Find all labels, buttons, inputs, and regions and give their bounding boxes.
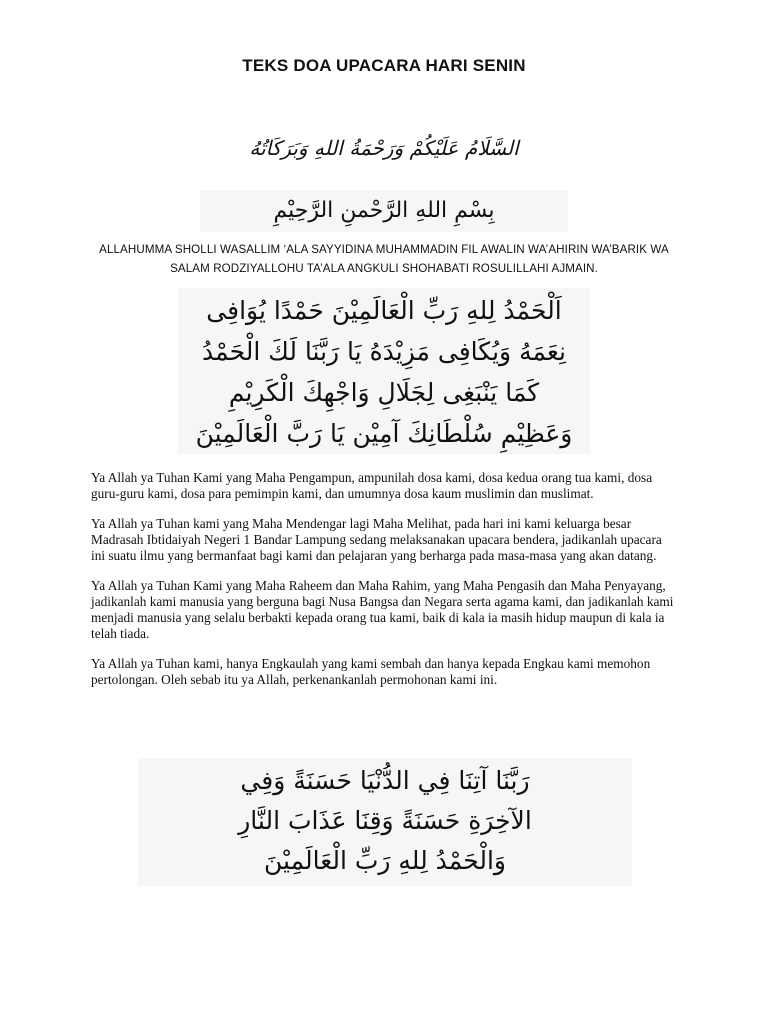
hamdalah-line: نِعَمَهُ وَيُكَافِى مَزِيْدَهُ يَا رَبَّنَا لَكَ الْحَمْدُ bbox=[202, 337, 566, 366]
hamdalah-line: وَعَظِيْمِ سُلْطَانِكَ آمِيْن يَا رَبَّ الْعَالَمِيْنَ bbox=[195, 419, 573, 448]
prayer-paragraph: Ya Allah ya Tuhan Kami yang Maha Pengampun, ampunilah dosa kami, dosa kedua orang tua kami, dosa guru-guru kami, dosa para pemimpin kami, dan umumnya dosa kaum muslimin dan muslimat. bbox=[91, 470, 653, 501]
hamdalah-line: كَمَا يَنْبَغِى لِجَلَالِ وَاجْهِكَ الْكَرِيْمِ bbox=[228, 378, 540, 407]
prayer-body bbox=[91, 470, 679, 702]
closing-prayer-image bbox=[138, 758, 632, 886]
prayer-paragraph: Ya Allah ya Tuhan Kami yang Maha Raheem dan Maha Rahim, yang Maha Pengasih dan Maha Penyayang, jadikanlah kami manusia yang berguna bagi Nusa Bangsa dan Negara serta agama kami, dan jadikanlah kami menjadi manusia yang selalu berbakti kepada orang tua kami, baik di kala ia masih hidup maupun di kala ia telah tiada. bbox=[91, 578, 674, 641]
prayer-paragraph: Ya Allah ya Tuhan kami, hanya Engkaulah yang kami sembah dan hanya kepada Engkau kami memohon pertolongan. Oleh sebab itu ya Allah, perkenankanlah permohonan kami ini. bbox=[91, 656, 651, 687]
closing-line: رَبَّنَا آتِنَا فِي الدُّنْيَا حَسَنَةً وَفِي bbox=[240, 766, 530, 795]
document-title: TEKS DOA UPACARA HARI SENIN bbox=[242, 56, 526, 75]
shalawat-text: ALLAHUMMA SHOLLI WASALLIM ‘ALA SAYYIDINA MUHAMMADIN FIL AWALIN WA’AHIRIN WA’BARIK WA SALAM RODZIYALLOHU TA’ALA ANGKULI SHOHABATI ROSULILLAHI AJMAIN. bbox=[99, 243, 669, 275]
prayer-paragraph: Ya Allah ya Tuhan kami yang Maha Mendengar lagi Maha Melihat, pada hari ini kami keluarga besar Madrasah Ibtidaiyah Negeri 1 Bandar Lampung sedang melaksanakan upacara bendera, jadikanlah upacara ini suatu ilmu yang bermanfaat bagi kami dan pelajaran yang berharga pada masa-masa yang akan datang. bbox=[91, 516, 662, 563]
hamdalah-line: اَلْحَمْدُ لِلهِ رَبِّ الْعَالَمِيْنَ حَمْدًا يُوَافِى bbox=[206, 296, 562, 325]
basmalah-arabic: بِسْمِ اللهِ الرَّحْمنِ الرَّحِيْمِ bbox=[273, 198, 495, 223]
basmalah-image bbox=[200, 190, 568, 232]
closing-line: وَالْحَمْدُ لِلهِ رَبِّ الْعَالَمِيْنَ bbox=[264, 846, 506, 875]
hamdalah-image bbox=[178, 288, 590, 454]
salam-arabic: السَّلَامُ عَلَيْكُمْ وَرَحْمَةُ اللهِ وَبَرَكَاتُهُ bbox=[249, 136, 519, 160]
closing-line: الآخِرَةِ حَسَنَةً وَقِنَا عَذَابَ النَّارِ bbox=[238, 806, 532, 835]
